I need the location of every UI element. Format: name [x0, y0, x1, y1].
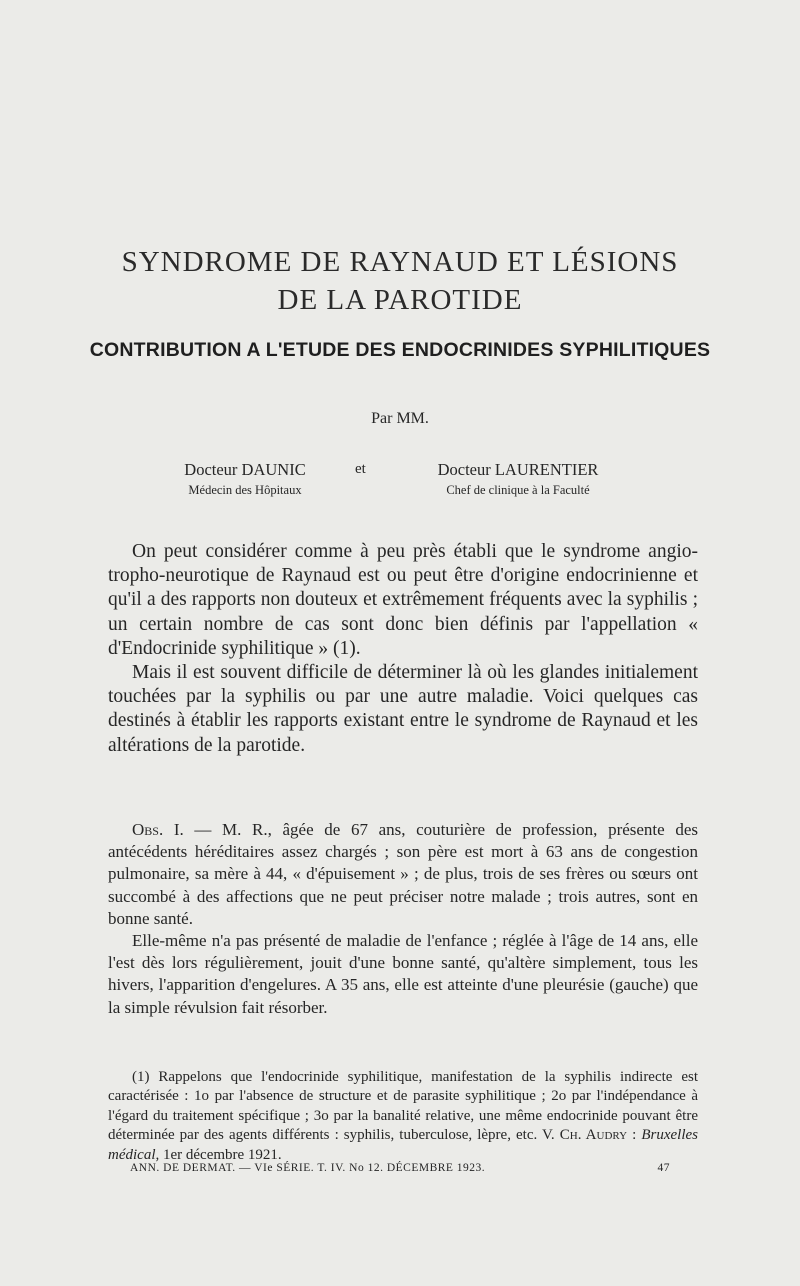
author-joiner: et [355, 461, 366, 477]
observation-section [108, 819, 698, 1019]
intro-paragraph-1: On peut considérer comme à peu près établi que le syndrome angio-tropho-neurotique de Raynaud est ou peut être d'origine endocrinienne et qu'il a des rapports non douteux et extrêmement fréquents avec la syphilis ; un certain nombre de cas sont donc bien définis par l'appellation « d'Endocrinide syphilitique » (1). [108, 541, 698, 659]
footnote-author: Ch. Audry [559, 1127, 628, 1144]
author-1-name: Docteur DAUNIC [184, 460, 306, 479]
page-footer [130, 1162, 670, 1174]
introduction [108, 540, 698, 758]
footnote-paragraph [108, 1068, 698, 1165]
footnote [108, 1068, 698, 1165]
running-head: ANN. DE DERMAT. — VIe SÉRIE. T. IV. No 12. DÉCEMBRE 1923. [130, 1162, 486, 1174]
article-title-line-2: DE LA PAROTIDE [277, 284, 523, 316]
observation-label: Obs. I. [132, 820, 184, 839]
intro-paragraph-2: Mais il est souvent difficile de déterminer là où les glandes initialement touchées par la syphilis ou par une autre maladie. Voici quelques cas destinés à établir les rapports existant entre le syndrome de Raynaud et les altérations de la parotide. [108, 662, 698, 756]
author-1-role: Médecin des Hôpitaux [188, 483, 302, 497]
author-2-role: Chef de clinique à la Faculté [446, 483, 590, 497]
author-2 [408, 460, 628, 498]
footnote-text: (1) Rappelons que l'endocrinide syphilitique, manifestation de la syphilis indirecte est caractérisée : 1o par l'absence de structure et de parasite syphilitique ; 2o par l'indépendance à l'égard du traitement spécifique ; 3o par la banalité relative, une même endocrinide pouvant être déterminée par des agents différents : syphilis, tuberculose, lèpre, etc. V. [108, 1069, 698, 1144]
page-number: 47 [657, 1162, 670, 1174]
footnote-colon: : [627, 1127, 642, 1144]
author-2-name: Docteur LAURENTIER [437, 460, 599, 479]
observation-paragraph-1 [108, 819, 698, 930]
article-subtitle: CONTRIBUTION A L'ETUDE DES ENDOCRINIDES SYPHILITIQUES [89, 339, 711, 361]
author-1 [160, 460, 330, 498]
footnote-journal: Bruxelles médical, [108, 1127, 699, 1163]
observation-paragraph-1-text: — M. R., âgée de 67 ans, couturière de profession, présente des antécédents héréditaires assez chargés ; son père est mort à 63 ans de congestion pulmonaire, sa mère à 44, « d'épuisement » ; de plus, trois de ses frères ou sœurs ont succombé à des affections que ne peut préciser notre malade ; trois autres, sont en bonne santé. [108, 820, 698, 928]
article-title-line-1: SYNDROME DE RAYNAUD ET LÉSIONS [121, 246, 679, 278]
observation-paragraph-2: Elle-même n'a pas présenté de maladie de l'enfance ; réglée à l'âge de 14 ans, elle l'est dès lors régulièrement, jouit d'une bonne santé, qu'altère simplement, tous les hivers, l'apparition d'engelures. A 35 ans, elle est atteinte d'une pleurésie (gauche) que la simple révulsion fait résorber. [108, 931, 698, 1017]
byline: Par MM. [371, 410, 429, 427]
footnote-date: 1er décembre 1921. [159, 1146, 282, 1163]
